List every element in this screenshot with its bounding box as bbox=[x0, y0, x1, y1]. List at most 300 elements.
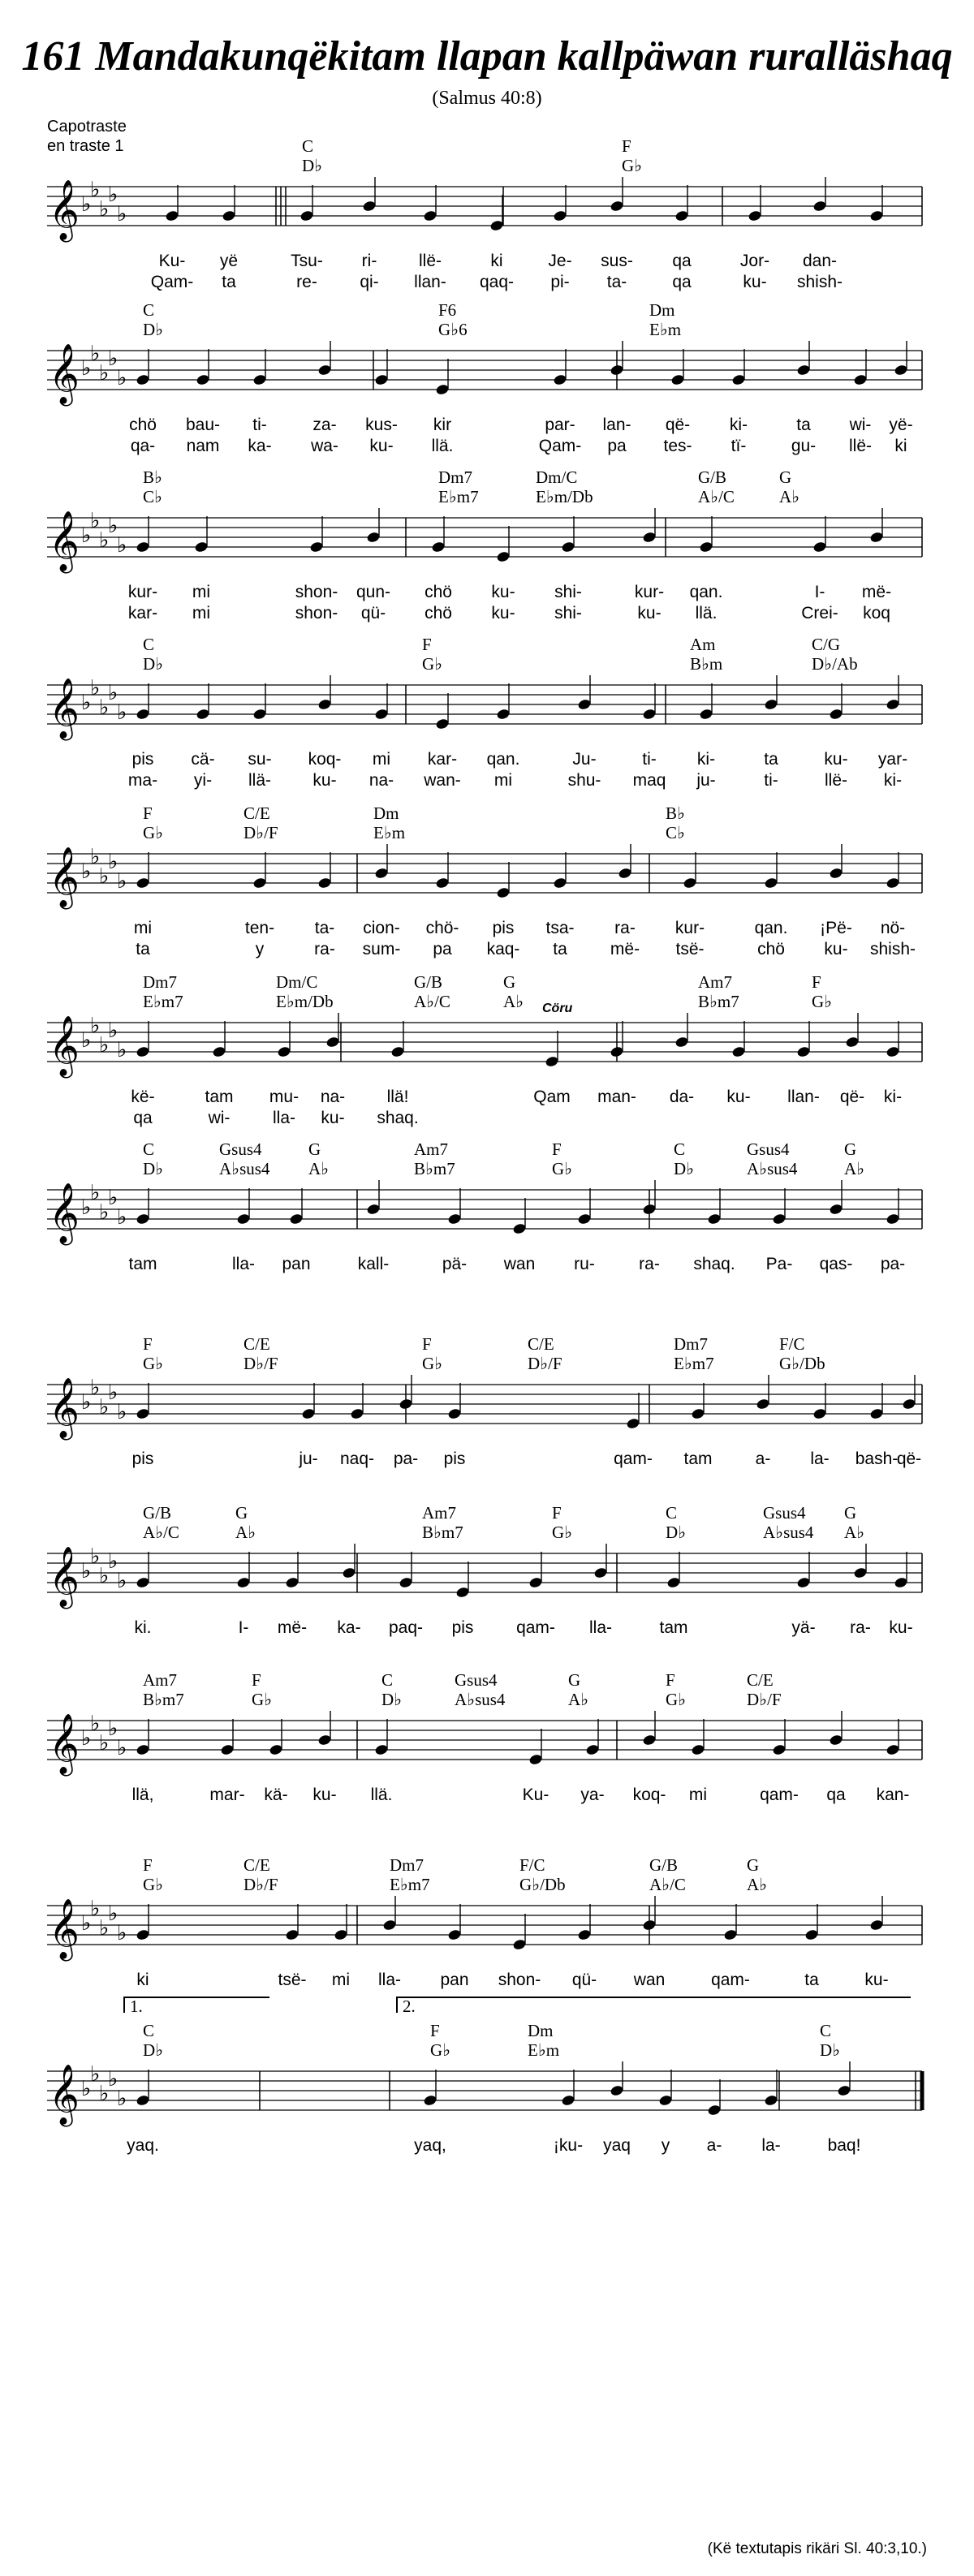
lyric-syllable: za- bbox=[312, 416, 337, 434]
flat-icon: ♭ bbox=[81, 1028, 92, 1053]
chord-symbol: Dm7 bbox=[390, 1855, 424, 1875]
note-head bbox=[165, 209, 179, 222]
lyric-syllable: koq- bbox=[308, 750, 342, 769]
note-head bbox=[553, 209, 567, 222]
lyric-syllable: ra- bbox=[850, 1618, 871, 1637]
treble-clef-icon: 𝄞 bbox=[49, 678, 80, 739]
music-system-8 bbox=[0, 1334, 974, 1529]
lyric-syllable: I- bbox=[814, 583, 825, 601]
note-head bbox=[301, 1407, 316, 1419]
lyric-syllable: wa- bbox=[311, 437, 338, 455]
note-head bbox=[496, 708, 511, 720]
note-head bbox=[285, 1928, 300, 1941]
note-head bbox=[236, 1576, 251, 1588]
lyric-syllable: mi bbox=[493, 771, 513, 790]
chord-symbol-capo: G♭ bbox=[812, 992, 833, 1011]
note-head bbox=[342, 1566, 356, 1579]
flat-icon: ♭ bbox=[108, 1549, 119, 1574]
chord-symbol-capo: D♭ bbox=[143, 320, 164, 339]
chord-symbol-capo: A♭sus4 bbox=[747, 1159, 798, 1178]
chord-symbol-capo: D♭ bbox=[143, 2040, 164, 2060]
note-head bbox=[496, 886, 511, 898]
music-system-4 bbox=[0, 635, 974, 829]
chord-symbol-capo: A♭ bbox=[235, 1523, 256, 1542]
lyric-syllable: qan. bbox=[754, 919, 788, 937]
lyric-syllable: mi bbox=[192, 604, 211, 622]
lyric-syllable: llan- bbox=[414, 273, 446, 291]
flat-icon: ♭ bbox=[99, 696, 110, 720]
chord-symbol: Am7 bbox=[143, 1670, 177, 1690]
flat-icon: ♭ bbox=[108, 347, 119, 371]
chord-symbol-capo: E♭m7 bbox=[390, 1875, 430, 1894]
note-head bbox=[447, 1928, 462, 1941]
lyric-syllable: qa bbox=[672, 252, 692, 270]
chord-symbol: F bbox=[430, 2021, 440, 2040]
lyric-syllable: pis bbox=[443, 1450, 466, 1468]
chord-symbol: Dm7 bbox=[438, 467, 472, 487]
note-head bbox=[252, 708, 267, 720]
chord-symbol-capo: E♭m/Db bbox=[536, 487, 593, 506]
lyric-syllable: pa bbox=[433, 940, 452, 958]
lyric-syllable: mi bbox=[688, 1786, 708, 1804]
note-head bbox=[300, 209, 314, 222]
lyric-syllable: re- bbox=[296, 273, 317, 291]
note-head bbox=[772, 1213, 787, 1225]
lyric-syllable: ri- bbox=[361, 252, 377, 270]
flat-icon: ♭ bbox=[117, 533, 127, 558]
lyric-syllable: ta bbox=[222, 273, 236, 291]
note-head bbox=[577, 698, 592, 710]
lyric-syllable: wan bbox=[503, 1255, 536, 1273]
lyric-syllable: ki bbox=[136, 1971, 149, 1989]
note-head bbox=[723, 1928, 738, 1941]
chord-symbol: C/E bbox=[747, 1670, 774, 1690]
lyric-syllable: yi- bbox=[193, 771, 213, 790]
lyric-syllable: wan- bbox=[424, 771, 461, 790]
lyric-syllable: tam bbox=[205, 1088, 234, 1106]
note-head bbox=[829, 708, 843, 720]
lyric-syllable: ta bbox=[796, 416, 811, 434]
lyric-syllable: ya- bbox=[580, 1786, 605, 1804]
flat-icon: ♭ bbox=[81, 192, 92, 217]
chord-symbol-capo: B♭m7 bbox=[143, 1690, 184, 1709]
note-head bbox=[642, 1919, 657, 1931]
lyric-syllable: ku- bbox=[491, 583, 515, 601]
flat-icon: ♭ bbox=[90, 1897, 101, 1921]
music-system-5 bbox=[0, 803, 974, 998]
chord-symbol-capo: D♭/F bbox=[244, 823, 278, 842]
flat-icon: ♭ bbox=[99, 864, 110, 889]
note-head bbox=[561, 541, 575, 553]
chord-symbol-capo: A♭/C bbox=[649, 1875, 686, 1894]
lyric-syllable: llä- bbox=[248, 771, 272, 790]
note-head bbox=[845, 1036, 860, 1048]
flat-icon: ♭ bbox=[117, 366, 127, 390]
lyric-syllable: llä. bbox=[370, 1786, 393, 1804]
chord-symbol: B♭ bbox=[666, 803, 685, 823]
lyric-syllable: maq bbox=[632, 771, 666, 790]
lyric-syllable: mar- bbox=[209, 1786, 245, 1804]
lyric-syllable: shon- bbox=[498, 1971, 541, 1989]
note-head bbox=[804, 1928, 819, 1941]
note-head bbox=[136, 1576, 150, 1588]
note-head bbox=[853, 373, 868, 386]
chord-symbol-capo: A♭ bbox=[568, 1690, 589, 1709]
note-head bbox=[136, 1928, 150, 1941]
chord-symbol: Am7 bbox=[414, 1139, 448, 1159]
note-head bbox=[496, 550, 511, 562]
note-head bbox=[399, 1576, 413, 1588]
chord-symbol: Gsus4 bbox=[763, 1503, 806, 1523]
lyric-syllable: ki. bbox=[134, 1618, 152, 1637]
chord-symbol: G/B bbox=[143, 1503, 172, 1523]
lyric-syllable: llë- bbox=[418, 252, 442, 270]
lyric-syllable: la- bbox=[810, 1450, 830, 1468]
lyric-syllable: kä- bbox=[264, 1786, 288, 1804]
chord-symbol: C/E bbox=[244, 1855, 270, 1875]
chord-symbol-capo: D♭ bbox=[674, 1159, 695, 1178]
lyric-syllable: baq! bbox=[827, 2136, 861, 2155]
flat-icon: ♭ bbox=[117, 1038, 127, 1062]
note-head bbox=[731, 373, 746, 386]
lyric-syllable: chö bbox=[425, 604, 452, 622]
lyric-syllable: ta- bbox=[314, 919, 335, 937]
lyric-syllable: wi- bbox=[849, 416, 872, 434]
note-head bbox=[374, 708, 389, 720]
chord-symbol-capo: B♭m7 bbox=[414, 1159, 455, 1178]
chord-symbol: C bbox=[381, 1670, 394, 1690]
lyric-syllable: llë- bbox=[848, 437, 873, 455]
chord-symbol: F/C bbox=[519, 1855, 545, 1875]
chord-symbol: C bbox=[143, 2021, 155, 2040]
chord-symbol-capo: E♭m bbox=[528, 2040, 560, 2060]
lyric-syllable: yaq. bbox=[127, 2136, 159, 2155]
lyric-syllable: chö- bbox=[425, 919, 459, 937]
lyric-syllable: qi- bbox=[360, 273, 379, 291]
lyric-syllable: Ku- bbox=[158, 252, 186, 270]
volta-bracket-1 bbox=[123, 1997, 269, 2016]
note-head bbox=[853, 1566, 868, 1579]
lyric-syllable: nö- bbox=[880, 919, 906, 937]
lyric-syllable: bash- bbox=[855, 1450, 899, 1468]
note-head bbox=[136, 1045, 150, 1058]
lyric-syllable: shaq. bbox=[377, 1109, 419, 1127]
lyric-syllable: qa bbox=[672, 273, 692, 291]
note-head bbox=[707, 1213, 722, 1225]
note-head bbox=[610, 2084, 624, 2096]
chord-symbol: G bbox=[568, 1670, 581, 1690]
lyric-syllable: ju- bbox=[299, 1450, 318, 1468]
lyric-syllable: ti- bbox=[252, 416, 267, 434]
note-head bbox=[455, 1586, 470, 1598]
lyric-syllable: lla- bbox=[272, 1109, 296, 1127]
chord-symbol-capo: D♭/F bbox=[244, 1354, 278, 1373]
lyric-syllable: cion- bbox=[363, 919, 400, 937]
note-head bbox=[886, 1045, 900, 1058]
flat-icon: ♭ bbox=[99, 1916, 110, 1941]
note-head bbox=[642, 1734, 657, 1746]
chord-symbol-capo: A♭ bbox=[308, 1159, 330, 1178]
note-head bbox=[325, 1036, 340, 1048]
lyric-syllable: cä- bbox=[191, 750, 215, 769]
lyric-syllable: ki bbox=[490, 252, 503, 270]
note-head bbox=[136, 541, 150, 553]
chord-symbol-capo: D♭ bbox=[143, 654, 164, 674]
note-head bbox=[136, 1407, 150, 1419]
lyric-syllable: lla- bbox=[377, 1971, 402, 1989]
note-head bbox=[435, 383, 450, 395]
lyric-syllable: qaq- bbox=[479, 273, 515, 291]
note-head bbox=[561, 2094, 575, 2106]
lyric-syllable: Pa- bbox=[765, 1255, 793, 1273]
lyric-syllable: pis bbox=[131, 1450, 154, 1468]
lyric-syllable: pi- bbox=[550, 273, 570, 291]
lyric-syllable: që- bbox=[839, 1088, 865, 1106]
note-head bbox=[252, 373, 267, 386]
chord-symbol: C bbox=[143, 300, 155, 320]
note-head bbox=[366, 1203, 381, 1215]
staff bbox=[0, 1180, 974, 1253]
lyric-syllable: mi bbox=[372, 750, 391, 769]
note-head bbox=[796, 364, 811, 376]
lyric-syllable: ka- bbox=[337, 1618, 361, 1637]
lyric-syllable: ki bbox=[894, 437, 907, 455]
lyric-syllable: ¡Pë- bbox=[820, 919, 852, 937]
note-head bbox=[136, 877, 150, 889]
flat-icon: ♭ bbox=[90, 1376, 101, 1400]
chord-symbol-capo: A♭sus4 bbox=[763, 1523, 814, 1542]
note-head bbox=[699, 541, 713, 553]
lyric-syllable: ku- bbox=[864, 1971, 889, 1989]
flat-icon: ♭ bbox=[108, 514, 119, 538]
chord-symbol-capo: G♭ bbox=[430, 2040, 451, 2060]
chord-symbol: F bbox=[143, 1855, 153, 1875]
note-head bbox=[610, 1045, 624, 1058]
lyric-syllable: koq- bbox=[632, 1786, 666, 1804]
flat-icon: ♭ bbox=[108, 183, 119, 207]
chord-symbol-capo: A♭ bbox=[747, 1875, 768, 1894]
lyric-syllable: kall- bbox=[357, 1255, 390, 1273]
note-head bbox=[528, 1576, 543, 1588]
lyric-syllable: ta bbox=[804, 1971, 819, 1989]
note-head bbox=[886, 698, 900, 710]
flat-icon: ♭ bbox=[81, 691, 92, 715]
lyric-syllable: a- bbox=[706, 2136, 722, 2155]
note-head bbox=[382, 1919, 397, 1931]
lyric-syllable: tam bbox=[659, 1618, 688, 1637]
note-head bbox=[748, 209, 762, 222]
lyric-syllable: ku- bbox=[312, 1786, 337, 1804]
chord-symbol: G bbox=[779, 467, 792, 487]
flat-icon: ♭ bbox=[117, 1736, 127, 1760]
chord-symbol: G bbox=[235, 1503, 248, 1523]
lyric-syllable: kir bbox=[433, 416, 452, 434]
chord-symbol: F bbox=[552, 1503, 562, 1523]
lyric-syllable: pä- bbox=[442, 1255, 468, 1273]
lyric-syllable: qas- bbox=[819, 1255, 853, 1273]
note-head bbox=[289, 1213, 304, 1225]
note-head bbox=[812, 541, 827, 553]
footer-reference: (Kë textutapis rikäri Sl. 40:3,10.) bbox=[707, 2540, 927, 2557]
flat-icon: ♭ bbox=[108, 1902, 119, 1926]
chord-symbol: G bbox=[844, 1503, 857, 1523]
lyric-syllable: shon- bbox=[295, 604, 338, 622]
note-head bbox=[796, 1576, 811, 1588]
flat-icon: ♭ bbox=[99, 2082, 110, 2106]
lyric-syllable: pa bbox=[607, 437, 627, 455]
note-head bbox=[577, 1213, 592, 1225]
lyric-syllable: gu- bbox=[791, 437, 817, 455]
note-head bbox=[447, 1213, 462, 1225]
flat-icon: ♭ bbox=[117, 1921, 127, 1945]
lyric-syllable: llä. bbox=[695, 604, 718, 622]
flat-icon: ♭ bbox=[90, 509, 101, 533]
lyric-syllable: qa- bbox=[130, 437, 156, 455]
chord-symbol: F bbox=[622, 136, 631, 156]
note-head bbox=[886, 1213, 900, 1225]
lyric-syllable: kan- bbox=[876, 1786, 910, 1804]
lyric-syllable: Crei- bbox=[801, 604, 838, 622]
lyric-syllable: ¡ku- bbox=[553, 2136, 584, 2155]
lyric-syllable: shish- bbox=[869, 940, 916, 958]
lyric-syllable: bau- bbox=[185, 416, 221, 434]
chord-symbol: Dm bbox=[373, 803, 399, 823]
chord-symbol-capo: B♭m bbox=[690, 654, 723, 674]
chord-symbol-capo: A♭ bbox=[844, 1523, 865, 1542]
lyric-syllable: ta bbox=[136, 940, 150, 958]
note-head bbox=[196, 373, 210, 386]
lyric-syllable: yar- bbox=[877, 750, 908, 769]
page-subtitle: (Salmus 40:8) bbox=[432, 88, 542, 109]
lyric-syllable: ku- bbox=[824, 940, 848, 958]
lyric-syllable: ma- bbox=[127, 771, 158, 790]
note-head bbox=[366, 531, 381, 543]
note-head bbox=[658, 2094, 673, 2106]
lyric-syllable: ta bbox=[764, 750, 778, 769]
lyric-syllable: qa bbox=[133, 1109, 153, 1127]
lyric-syllable: ta bbox=[553, 940, 567, 958]
note-head bbox=[334, 1928, 348, 1941]
lyric-syllable: la- bbox=[761, 2136, 781, 2155]
lyric-syllable: tï- bbox=[730, 437, 747, 455]
chord-symbol: C/E bbox=[528, 1334, 554, 1354]
lyric-syllable: dan- bbox=[802, 252, 838, 270]
note-head bbox=[642, 708, 657, 720]
flat-icon: ♭ bbox=[90, 2062, 101, 2087]
note-head bbox=[374, 867, 389, 879]
note-head bbox=[252, 877, 267, 889]
note-head bbox=[277, 1045, 291, 1058]
lyric-syllable: man- bbox=[597, 1088, 636, 1106]
lyric-syllable: ki- bbox=[729, 416, 748, 434]
lyric-syllable: kur- bbox=[634, 583, 665, 601]
chord-symbol: C bbox=[143, 635, 155, 654]
chord-symbol-capo: E♭m7 bbox=[143, 992, 183, 1011]
lyric-syllable: lla- bbox=[231, 1255, 256, 1273]
lyric-syllable: na- bbox=[320, 1088, 346, 1106]
flat-icon: ♭ bbox=[81, 2077, 92, 2101]
note-head bbox=[626, 1417, 640, 1429]
chord-symbol: C/G bbox=[812, 635, 841, 654]
staff bbox=[0, 341, 974, 414]
note-head bbox=[764, 877, 778, 889]
chord-symbol: F6 bbox=[438, 300, 457, 320]
lyric-syllable: tam bbox=[128, 1255, 157, 1273]
lyric-syllable: tsa- bbox=[545, 919, 575, 937]
music-system-10 bbox=[0, 1670, 974, 1865]
note-head bbox=[390, 1045, 405, 1058]
note-head bbox=[317, 877, 332, 889]
lyric-syllable: ra- bbox=[614, 919, 636, 937]
lyric-syllable: Tsu- bbox=[291, 252, 323, 270]
lyric-syllable: pis bbox=[492, 919, 515, 937]
note-head bbox=[618, 867, 632, 879]
lyric-syllable: ki- bbox=[883, 1088, 903, 1106]
note-head bbox=[699, 708, 713, 720]
note-head bbox=[796, 1045, 811, 1058]
note-head bbox=[423, 209, 437, 222]
note-head bbox=[212, 1045, 226, 1058]
flat-icon: ♭ bbox=[81, 1195, 92, 1220]
flat-icon: ♭ bbox=[99, 361, 110, 386]
staff bbox=[0, 844, 974, 917]
lyric-syllable: mu- bbox=[269, 1088, 300, 1106]
lyric-syllable: që- bbox=[665, 416, 691, 434]
lyric-syllable: llä! bbox=[386, 1088, 409, 1106]
chord-symbol: G/B bbox=[698, 467, 727, 487]
note-head bbox=[691, 1743, 705, 1755]
page-title: 161 Mandakunqëkitam llapan kallpäwan ruralläshaq bbox=[21, 33, 953, 80]
lyric-syllable: ra- bbox=[314, 940, 335, 958]
note-head bbox=[812, 200, 827, 212]
lyric-syllable: chö bbox=[129, 416, 157, 434]
lyric-syllable: paq- bbox=[388, 1618, 424, 1637]
lyric-syllable: llë- bbox=[824, 771, 848, 790]
chord-symbol-capo: D♭/Ab bbox=[812, 654, 858, 674]
chord-symbol: F bbox=[252, 1670, 261, 1690]
chord-symbol: C bbox=[820, 2021, 832, 2040]
flat-icon: ♭ bbox=[81, 1559, 92, 1583]
lyric-syllable: Jor- bbox=[739, 252, 770, 270]
lyric-syllable: y bbox=[255, 940, 265, 958]
lyric-syllable: nam bbox=[186, 437, 220, 455]
lyric-syllable: wan bbox=[633, 1971, 666, 1989]
note-head bbox=[869, 1919, 884, 1931]
flat-icon: ♭ bbox=[99, 1033, 110, 1058]
note-head bbox=[829, 867, 843, 879]
lyric-syllable: sum- bbox=[362, 940, 401, 958]
chord-symbol-capo: G♭ bbox=[143, 823, 164, 842]
note-head bbox=[869, 209, 884, 222]
lyric-syllable: llan- bbox=[787, 1088, 820, 1106]
note-head bbox=[374, 373, 389, 386]
note-head bbox=[829, 1734, 843, 1746]
chord-symbol-capo: D♭/F bbox=[244, 1875, 278, 1894]
note-head bbox=[869, 1407, 884, 1419]
lyric-syllable: llä, bbox=[131, 1786, 154, 1804]
note-head bbox=[707, 2104, 722, 2116]
note-head bbox=[545, 1055, 559, 1067]
staff bbox=[0, 1375, 974, 1448]
lyric-syllable: më- bbox=[861, 583, 892, 601]
chord-symbol-capo: A♭/C bbox=[143, 1523, 179, 1542]
lyric-syllable: kaq- bbox=[486, 940, 520, 958]
treble-clef-icon: 𝄞 bbox=[49, 847, 80, 907]
note-head bbox=[136, 1213, 150, 1225]
chord-symbol: Dm bbox=[528, 2021, 554, 2040]
lyric-syllable: qam- bbox=[711, 1971, 750, 1989]
chord-symbol: Gsus4 bbox=[219, 1139, 262, 1159]
